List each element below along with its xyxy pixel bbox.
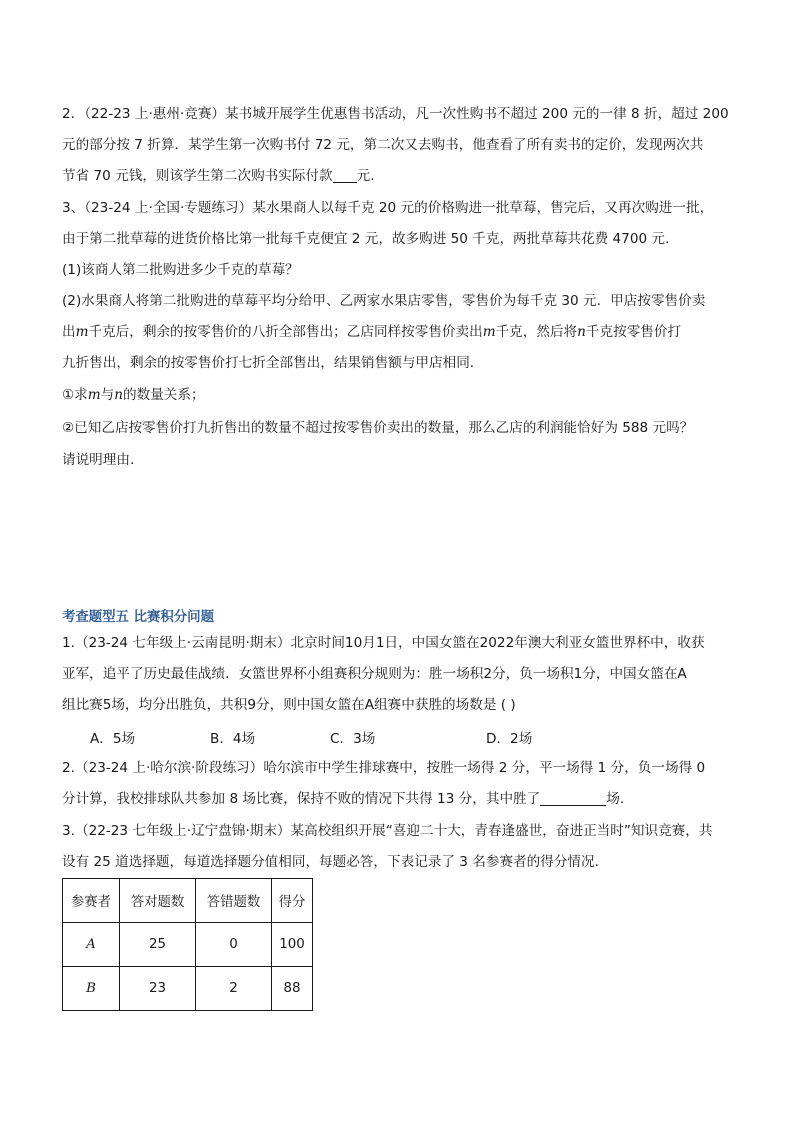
table-header-cell: 参赛者 <box>63 879 120 923</box>
option-d: D．2场 <box>486 731 533 747</box>
s3-line-2: 设有 25 道选择题，每道选择题分值相同，每题必答，下表记录了 3 名参赛者的得分情况. <box>62 854 599 870</box>
q3-sub-2-line-2: 出m千克后，剩余的按零售价的八折全部售出；乙店同样按零售价卖出m千克，然后将n千克按零售价打 <box>62 324 682 340</box>
q3-sub-2-line-3: 九折售出，剩余的按零售价打七折全部售出，结果销售额与甲店相同. <box>62 355 475 371</box>
q2-line-1: 2．（22-23 上·惠州·竞赛）某书城开展学生优惠售书活动，凡一次性购书不超过 200 元的一律 8 折，超过 200 <box>62 106 729 122</box>
q3-part-2-line-2: 请说明理由. <box>62 452 135 468</box>
table-header-row <box>63 879 313 923</box>
var-m: m <box>75 324 89 340</box>
q3-line-1: 3、（23-24 上·全国·专题练习）某水果商人以每千克 20 元的价格购进一批草莓，售完后，又再次购进一批， <box>62 200 714 216</box>
answer-blank <box>333 168 357 183</box>
s2-line-1: 2.（23-24 上·哈尔滨·阶段练习）哈尔滨市中学生排球赛中，按胜一场得 2 分，平一场得 1 分，负一场得 0 <box>62 760 706 776</box>
q3-line-2: 由于第二批草莓的进货价格比第一批每千克便宜 2 元，故多购进 50 千克，两批草莓共花费 4700 元. <box>62 231 670 247</box>
table-row <box>63 923 313 967</box>
s1-line-3: 组比赛5场，均分出胜负，共积9分，则中国女篮在A组赛中获胜的场数是 ( ) <box>62 697 516 713</box>
table-header-cell: 得分 <box>272 879 313 923</box>
answer-blank <box>540 791 606 806</box>
q3-sub-2-line-1: (2)水果商人将第二批购进的草莓平均分给甲、乙两家水果店零售，零售价为每千克 30 元．甲店按零售价卖 <box>62 293 706 309</box>
table-cell: 0 <box>196 923 272 967</box>
table-cell: 23 <box>120 967 196 1011</box>
option-a: A．5场 <box>90 731 136 747</box>
var-n: n <box>577 324 586 340</box>
s1-line-1: 1.（23-24 七年级上·云南昆明·期末）北京时间10月1日，中国女篮在2022年澳大利亚女篮世界杯中，收获 <box>62 635 705 651</box>
s1-options <box>62 727 742 747</box>
q2-line-3: 节省 70 元钱，则该学生第二次购书实际付款 元. <box>62 168 375 184</box>
table-header-cell: 答对题数 <box>120 879 196 923</box>
table-cell: 100 <box>272 923 313 967</box>
table-cell: 25 <box>120 923 196 967</box>
s2-line-2: 分计算，我校排球队共参加 8 场比赛，保持不败的情况下共得 13 分，其中胜了 场. <box>62 791 625 807</box>
q3-part-2-line-1: ②已知乙店按零售价打九折售出的数量不超过按零售价卖出的数量，那么乙店的利润能恰好为 588 元吗？ <box>62 420 694 436</box>
table-row <box>63 967 313 1011</box>
table-header-cell: 答错题数 <box>196 879 272 923</box>
q3-sub-1: (1)该商人第二批购进多少千克的草莓？ <box>62 262 299 278</box>
table-cell: B <box>63 967 120 1011</box>
var-m: m <box>482 324 496 340</box>
table-cell: A <box>63 923 120 967</box>
q2-line-2: 元的部分按 7 折算．某学生第一次购书付 72 元，第二次又去购书，他查看了所有卖书的定价，发现两次共 <box>62 137 704 153</box>
section-title: 考查题型五 比赛积分问题 <box>62 610 214 625</box>
score-table <box>62 878 313 1011</box>
q3-part-1: ①求m与n的数量关系； <box>62 387 205 403</box>
table-cell: 2 <box>196 967 272 1011</box>
table-cell: 88 <box>272 967 313 1011</box>
option-c: C．3场 <box>330 731 376 747</box>
s3-line-1: 3.（22-23 七年级上·辽宁盘锦·期末）某高校组织开展“喜迎二十大，青春逢盛世，奋进正当时”知识竞赛，共 <box>62 823 713 839</box>
s1-line-2: 亚军，追平了历史最佳战绩．女篮世界杯小组赛积分规则为：胜一场积2分，负一场积1分，中国女篮在A <box>62 666 687 682</box>
option-b: B．4场 <box>210 731 256 747</box>
